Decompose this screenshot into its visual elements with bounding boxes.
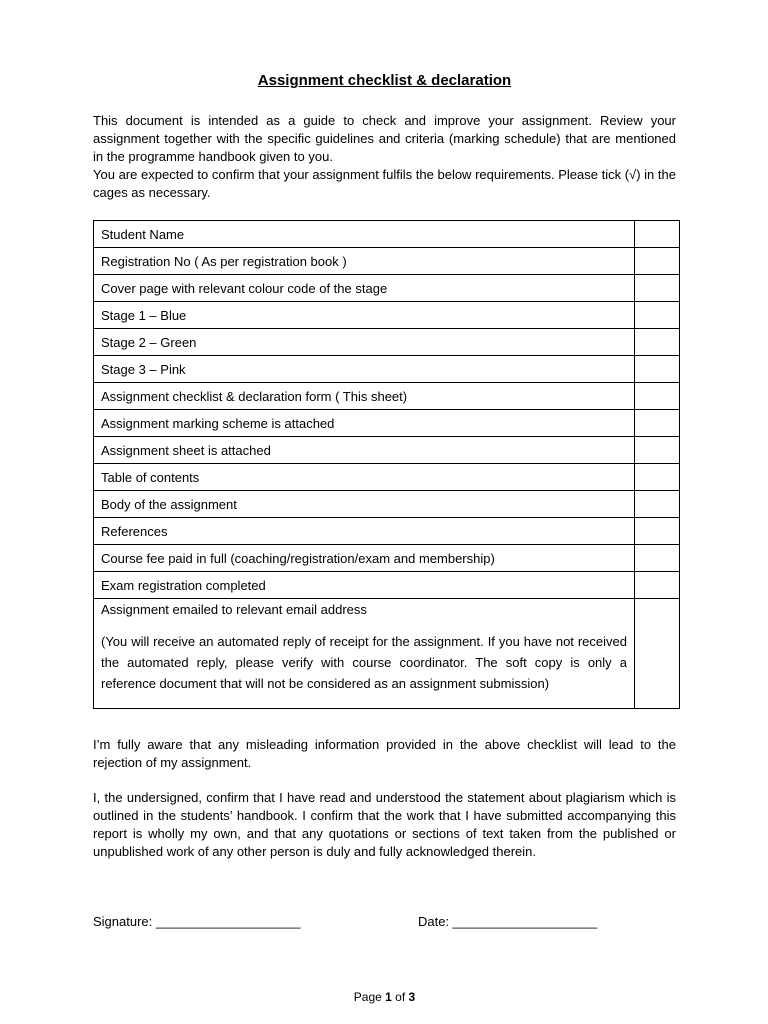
table-row [94, 545, 680, 572]
table-row [94, 518, 680, 545]
footer-middle: of [391, 990, 409, 1004]
row-label: Student Name [94, 221, 635, 248]
row-label: References [94, 518, 635, 545]
row-note: (You will receive an automated reply of receipt for the assignment. If you have not received the automated reply, please verify with course coordinator. The soft copy is only a reference document that will not be considered as an assignment submission) [101, 634, 627, 691]
table-row [94, 356, 680, 383]
table-row [94, 221, 680, 248]
table-row [94, 599, 680, 709]
tick-box[interactable] [635, 221, 680, 248]
table-row [94, 329, 680, 356]
tick-box[interactable] [635, 572, 680, 599]
table-row [94, 572, 680, 599]
table-row [94, 383, 680, 410]
row-label: Course fee paid in full (coaching/registration/exam and membership) [94, 545, 635, 572]
row-label: Assignment sheet is attached [94, 437, 635, 464]
table-row [94, 410, 680, 437]
row-label: Assignment marking scheme is attached [94, 410, 635, 437]
row-label: Exam registration completed [94, 572, 635, 599]
row-label: Registration No ( As per registration book ) [94, 248, 635, 275]
tick-box[interactable] [635, 410, 680, 437]
tick-box[interactable] [635, 356, 680, 383]
row-label: Stage 2 – Green [94, 329, 635, 356]
signature-field[interactable]: Signature: ____________________ [93, 914, 301, 929]
tick-box[interactable] [635, 383, 680, 410]
table-row [94, 275, 680, 302]
footer-prefix: Page [353, 990, 386, 1004]
tick-box[interactable] [635, 437, 680, 464]
row-label: Table of contents [94, 464, 635, 491]
row-label: Cover page with relevant colour code of the stage [94, 275, 635, 302]
row-label-multiline [94, 599, 635, 709]
tick-box[interactable] [635, 545, 680, 572]
row-label: Assignment checklist & declaration form ( This sheet) [94, 383, 635, 410]
tick-box[interactable] [635, 329, 680, 356]
tick-box[interactable] [635, 464, 680, 491]
page-footer [93, 990, 676, 1004]
table-row [94, 248, 680, 275]
table-row [94, 437, 680, 464]
footer-current-page: 1 [385, 990, 392, 1004]
tick-box[interactable] [635, 491, 680, 518]
intro-text [93, 112, 676, 202]
declaration-paragraph: I, the undersigned, confirm that I have read and understood the statement about plagiarism which is outlined in the students’ handbook. I confirm that the work that I have submitted accompanying this report is wholly my own, and that any quotations or sections of text taken from the published or unpublished work of any other person is duly and fully acknowledged therein. [93, 790, 676, 859]
tick-box[interactable] [635, 275, 680, 302]
intro-paragraph-2: You are expected to confirm that your assignment fulfils the below requirements. Please tick (√) in the cages as necessary. [93, 167, 676, 200]
row-label: Stage 1 – Blue [94, 302, 635, 329]
tick-box[interactable] [635, 248, 680, 275]
checklist-table [93, 220, 680, 709]
awareness-paragraph: I’m fully aware that any misleading information provided in the above checklist will lead to the rejection of my assignment. [93, 737, 676, 770]
table-row [94, 302, 680, 329]
tick-box[interactable] [635, 599, 680, 709]
row-label: Stage 3 – Pink [94, 356, 635, 383]
document-title: Assignment checklist & declaration [257, 72, 512, 89]
table-row [94, 491, 680, 518]
footer-total-pages: 3 [408, 990, 416, 1004]
date-field[interactable]: Date: ____________________ [418, 914, 598, 929]
row-label: Body of the assignment [94, 491, 635, 518]
intro-paragraph-1: This document is intended as a guide to check and improve your assignment. Review your assignment together with the specific guidelines and criteria (marking schedule) that are mentioned in the programme handbook given to you. [93, 113, 676, 164]
table-row [94, 464, 680, 491]
row-title: Assignment emailed to relevant email address [101, 602, 367, 617]
tick-box[interactable] [635, 518, 680, 545]
tick-box[interactable] [635, 302, 680, 329]
